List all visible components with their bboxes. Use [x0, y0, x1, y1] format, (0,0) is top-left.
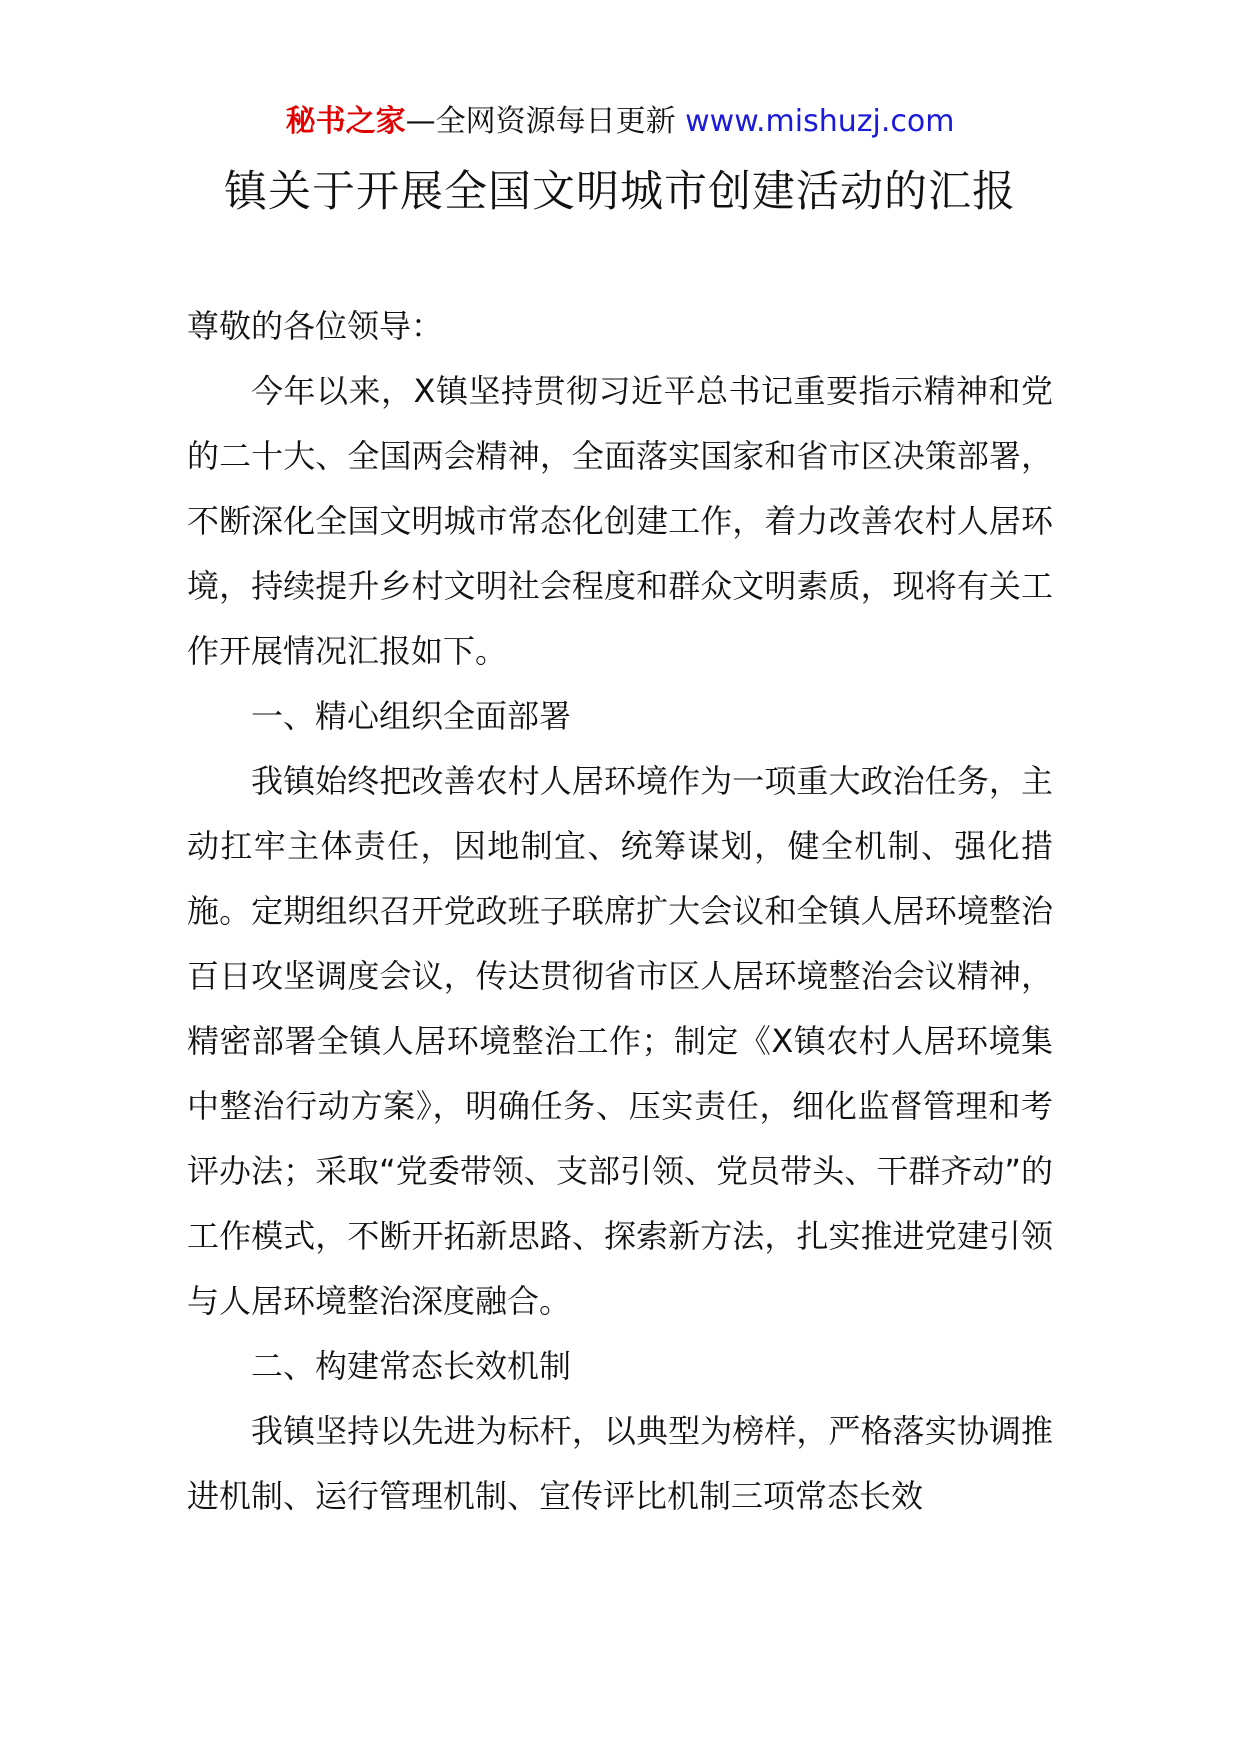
paragraph-intro: 今年以来，X镇坚持贯彻习近平总书记重要指示精神和党的二十大、全国两会精神，全面落实国家和省市区决策部署，不断深化全国文明城市常态化创建工作，着力改善农村人居环境，持续提升乡村文明社会程度和群众文明素质，现将有关工作开展情况汇报如下。	[187, 372, 1053, 670]
document-body	[187, 294, 1053, 1529]
site-banner	[0, 102, 1240, 142]
section-heading-1: 一、精心组织全面部署	[251, 697, 572, 735]
section-heading-2: 二、构建常态长效机制	[251, 1347, 572, 1385]
paragraph-section-1: 我镇始终把改善农村人居环境作为一项重大政治任务，主动扛牢主体责任，因地制宜、统筹谋划，健全机制、强化措施。定期组织召开党政班子联席扩大会议和全镇人居环境整治百日攻坚调度会议，传达贯彻省市区人居环境整治会议精神，精密部署全镇人居环境整治工作；制定《X镇农村人居环境集中整治行动方案》，明确任务、压实责任，细化监督管理和考评办法；采取“党委带领、支部引领、党员带头、干群齐动”的工作模式，不断开拓新思路、探索新方法，扎实推进党建引领与人居环境整治深度融合。	[187, 762, 1053, 1320]
banner-tagline: —全网资源每日更新	[405, 104, 676, 139]
salutation: 尊敬的各位领导：	[187, 307, 444, 345]
paragraph-section-2: 我镇坚持以先进为标杆，以典型为榜样，严格落实协调推进机制、运行管理机制、宣传评比机制三项常态长效	[187, 1412, 1053, 1515]
document-title: 镇关于开展全国文明城市创建活动的汇报	[224, 167, 1016, 217]
site-url-link[interactable]: www.mishuzj.com	[685, 104, 955, 139]
brand-name: 秘书之家	[285, 104, 406, 139]
